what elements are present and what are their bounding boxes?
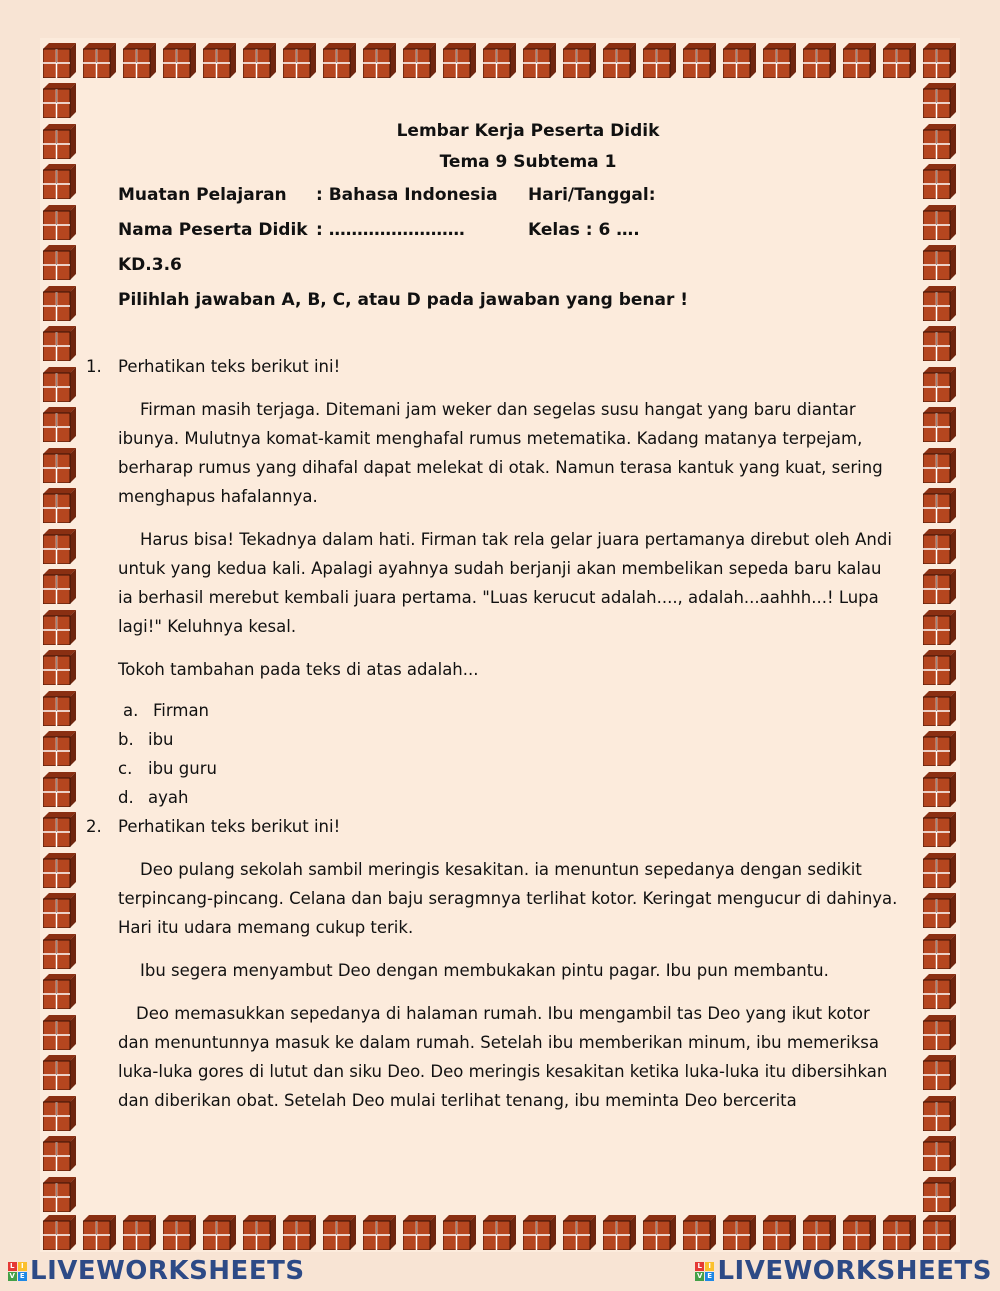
brick-border-icon [403, 1215, 436, 1250]
brick-border-icon [43, 974, 76, 1009]
brick-border-icon [523, 1215, 556, 1250]
border-bottom [40, 1215, 960, 1252]
brick-border-icon [763, 1215, 796, 1250]
brick-border-icon [323, 1215, 356, 1250]
name-label: Nama Peserta Didik [118, 220, 308, 240]
brick-border-icon [923, 1055, 956, 1090]
brick-border-icon [163, 1215, 196, 1250]
option-text: ibu [148, 730, 174, 749]
brick-border-icon [883, 43, 916, 78]
option-letter: d. [118, 788, 134, 807]
brick-border-icon [923, 1136, 956, 1171]
brick-border-icon [83, 43, 116, 78]
brand-logo-right [695, 1255, 992, 1287]
logo-letter: E [19, 1271, 26, 1280]
logo-letter: I [18, 1262, 27, 1271]
brick-border-icon [443, 43, 476, 78]
brick-border-icon [283, 1215, 316, 1250]
option-letter: b. [118, 730, 134, 749]
brick-border-icon [43, 124, 76, 159]
brick-border-icon [923, 245, 956, 280]
brick-border-icon [43, 893, 76, 928]
question-prompt: Perhatikan teks berikut ini! [118, 817, 341, 836]
brick-border-icon [923, 569, 956, 604]
brick-border-icon [43, 367, 76, 402]
brick-border-icon [43, 812, 76, 847]
kd-label: KD.3.6 [118, 255, 182, 275]
brick-border-icon [603, 43, 636, 78]
brick-border-icon [43, 853, 76, 888]
brick-border-icon [923, 529, 956, 564]
logo-letter: L [695, 1262, 704, 1271]
brick-border-icon [803, 43, 836, 78]
brick-border-icon [83, 1215, 116, 1250]
brick-border-icon [843, 1215, 876, 1250]
brick-border-icon [523, 43, 556, 78]
brick-border-icon [43, 1015, 76, 1050]
brand-name: LIVEWORKSHEETS [30, 1256, 305, 1286]
instruction: Pilihlah jawaban A, B, C, atau D pada jawaban yang benar ! [118, 290, 689, 310]
brick-border-icon [643, 43, 676, 78]
logo-letter: E [707, 1271, 713, 1280]
brick-border-icon [243, 1215, 276, 1250]
worksheet-content [86, 116, 898, 1216]
brick-border-icon [43, 326, 76, 361]
brick-border-icon [923, 853, 956, 888]
brick-border-icon [43, 610, 76, 645]
reading-paragraph: Deo pulang sekolah sambil meringis kesakitan. ia menuntun sepedanya dengan sedikit terpincang-pincang. Celana dan baju seragmnya terlihat kotor. Keringat mengucur di dahinya. Hari itu udara memang cukup terik. [118, 860, 898, 937]
brick-border-icon [923, 205, 956, 240]
border-left [43, 38, 83, 1252]
subject-value: : Bahasa Indonesia [316, 185, 498, 205]
reading-paragraph: Deo memasukkan sepedanya di halaman rumah. Ibu mengambil tas Deo yang ikut kotor dan menuntunnya masuk ke dalam rumah. Setelah ibu memberikan minum, ibu memeriksa luka-luka gores di lutut dan siku Deo. Deo meringis kesakitan ketika luka-luka itu dibersihkan dan diberikan obat. Setelah Deo mulai terlihat tenang, ibu meminta Deo bercerita [118, 1004, 888, 1110]
option-text: ibu guru [148, 759, 217, 778]
brick-border-icon [43, 407, 76, 442]
answer-options [118, 696, 898, 812]
brick-border-icon [923, 731, 956, 766]
brick-border-icon [43, 1177, 76, 1212]
border-right [923, 38, 960, 1252]
brick-border-icon [43, 772, 76, 807]
brick-border-icon [923, 772, 956, 807]
option-letter: c. [118, 759, 133, 778]
brick-border-icon [43, 164, 76, 199]
brick-border-icon [43, 488, 76, 523]
brick-border-icon [43, 731, 76, 766]
brick-border-icon [923, 934, 956, 969]
brick-border-icon [43, 1096, 76, 1131]
subject-label: Muatan Pelajaran [118, 185, 287, 205]
brick-border-icon [723, 43, 756, 78]
question-number: 1. [86, 357, 102, 376]
logo-letter: I [705, 1262, 714, 1271]
brick-border-icon [923, 367, 956, 402]
brick-border-icon [43, 1136, 76, 1171]
question-prompt: Perhatikan teks berikut ini! [118, 357, 341, 376]
brick-border-icon [923, 83, 956, 118]
logo-mark-icon [695, 1262, 714, 1281]
logo-mark-icon [8, 1262, 27, 1281]
brick-border-icon [923, 326, 956, 361]
question-stem: Tokoh tambahan pada teks di atas adalah... [118, 660, 479, 679]
option-text: Firman [153, 701, 210, 720]
brick-border-icon [43, 83, 76, 118]
brick-border-icon [643, 1215, 676, 1250]
brick-border-icon [923, 691, 956, 726]
brick-border-icon [923, 893, 956, 928]
option-d[interactable] [118, 783, 898, 812]
brick-border-icon [843, 43, 876, 78]
brick-border-icon [723, 1215, 756, 1250]
logo-letter: V [696, 1271, 703, 1280]
brick-border-icon [163, 43, 196, 78]
brick-border-icon [923, 610, 956, 645]
brick-border-icon [563, 43, 596, 78]
brick-border-icon [483, 1215, 516, 1250]
brick-border-icon [923, 448, 956, 483]
brick-border-icon [923, 164, 956, 199]
brick-border-icon [323, 43, 356, 78]
brick-border-icon [923, 1177, 956, 1212]
brick-border-icon [43, 205, 76, 240]
brick-border-icon [43, 529, 76, 564]
brick-border-icon [43, 934, 76, 969]
option-text: ayah [148, 788, 189, 807]
brick-border-icon [203, 1215, 236, 1250]
brick-border-icon [803, 1215, 836, 1250]
brick-border-icon [123, 43, 156, 78]
brick-border-icon [923, 286, 956, 321]
brick-border-icon [443, 1215, 476, 1250]
brick-border-icon [43, 1055, 76, 1090]
brand-logo-left [8, 1255, 305, 1287]
brick-border-icon [43, 691, 76, 726]
brick-border-icon [923, 1096, 956, 1131]
border-top [40, 43, 960, 83]
brick-border-icon [883, 1215, 916, 1250]
reading-paragraph: Firman masih terjaga. Ditemani jam weker dan segelas susu hangat yang baru diantar ibunya. Mulutnya komat-kamit menghafal rumus metematika. Kadang matanya terpejam, berharap rumus yang dihafal dapat melekat di otak. Namun terasa kantuk yang kuat, sering menghapus hafalannya. [118, 400, 883, 506]
brick-border-icon [683, 1215, 716, 1250]
meta-block [118, 178, 898, 318]
option-a[interactable] [118, 696, 898, 725]
worksheet [40, 38, 960, 1252]
brick-border-icon [363, 43, 396, 78]
brick-border-icon [923, 1015, 956, 1050]
brick-border-icon [43, 245, 76, 280]
brick-border-icon [483, 43, 516, 78]
brick-border-icon [203, 43, 236, 78]
brick-border-icon [603, 1215, 636, 1250]
brick-border-icon [923, 650, 956, 685]
brick-border-icon [243, 43, 276, 78]
brick-border-icon [43, 569, 76, 604]
brick-border-icon [923, 124, 956, 159]
brick-border-icon [283, 43, 316, 78]
brick-border-icon [923, 488, 956, 523]
brick-border-icon [563, 1215, 596, 1250]
question-2 [86, 812, 898, 1115]
class-label: Kelas : 6 …. [528, 220, 640, 240]
name-value: : …………………… [316, 220, 465, 240]
brand-name: LIVEWORKSHEETS [717, 1256, 992, 1286]
logo-letter: V [9, 1271, 16, 1280]
question-number: 2. [86, 817, 102, 836]
worksheet-title: Lembar Kerja Peserta Didik [396, 121, 660, 141]
brick-border-icon [43, 286, 76, 321]
brick-border-icon [43, 448, 76, 483]
brick-border-icon [43, 650, 76, 685]
brick-border-icon [403, 43, 436, 78]
worksheet-subtitle: Tema 9 Subtema 1 [439, 152, 617, 172]
brick-border-icon [123, 1215, 156, 1250]
reading-paragraph: Harus bisa! Tekadnya dalam hati. Firman tak rela gelar juara pertamanya direbut oleh Andi untuk yang kedua kali. Apalagi ayahnya sudah berjanji akan membelikan sepeda baru kalau ia berhasil merebut kembali juara pertama. "Luas kerucut adalah...., adalah...aahhh...! Lupa lagi!" Keluhnya kesal. [118, 530, 892, 636]
brick-border-icon [923, 407, 956, 442]
date-label: Hari/Tanggal: [528, 185, 656, 205]
option-b[interactable] [118, 725, 898, 754]
reading-paragraph: Ibu segera menyambut Deo dengan membukakan pintu pagar. Ibu pun membantu. [140, 961, 829, 980]
brick-border-icon [363, 1215, 396, 1250]
brick-border-icon [763, 43, 796, 78]
option-c[interactable] [118, 754, 898, 783]
brick-border-icon [923, 974, 956, 1009]
brick-border-icon [683, 43, 716, 78]
brick-border-icon [923, 812, 956, 847]
logo-letter: L [8, 1262, 17, 1271]
question-1 [86, 352, 898, 812]
option-letter: a. [123, 701, 139, 720]
